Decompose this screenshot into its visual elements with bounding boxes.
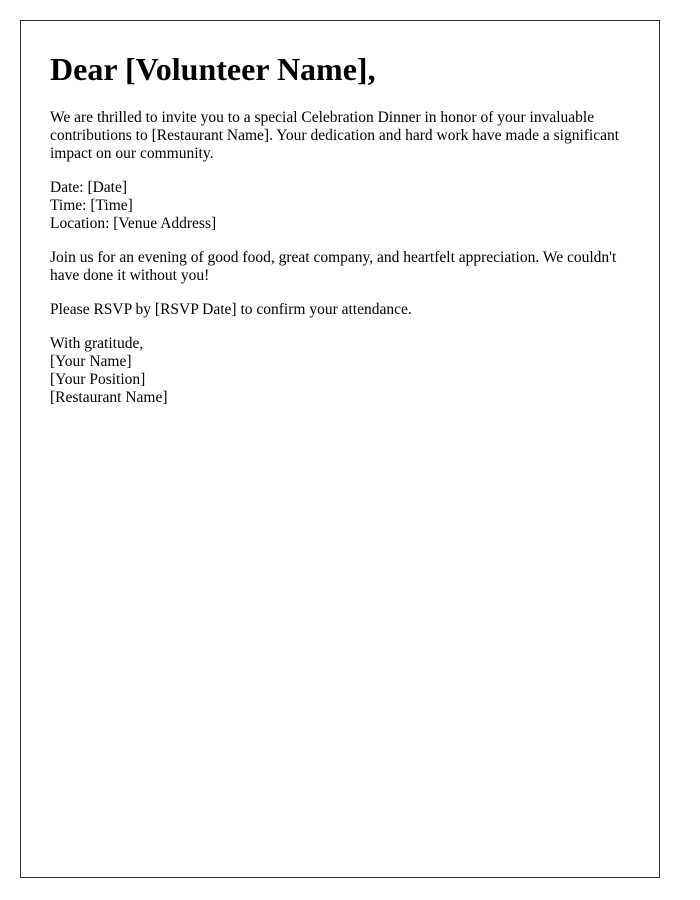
intro-paragraph: We are thrilled to invite you to a special Celebration Dinner in honor of your invaluable contributions to [Restaurant Name]. Your dedication and hard work have made a significant impact on our community. — [50, 109, 620, 162]
signature-block — [50, 335, 640, 407]
event-location: Location: [Venue Address] — [50, 215, 217, 232]
letter-page — [20, 20, 660, 878]
join-paragraph: Join us for an evening of good food, great company, and heartfelt appreciation. We couldn't have done it without you! — [50, 249, 617, 284]
signer-position: [Your Position] — [50, 371, 146, 388]
rsvp-paragraph: Please RSVP by [RSVP Date] to confirm your attendance. — [50, 301, 412, 318]
greeting-heading: Dear [Volunteer Name], — [50, 51, 376, 87]
letter-content — [50, 51, 640, 407]
event-date: Date: [Date] — [50, 179, 128, 196]
event-details — [50, 179, 640, 233]
event-time: Time: [Time] — [50, 197, 133, 214]
closing-salutation: With gratitude, — [50, 335, 144, 352]
signer-name: [Your Name] — [50, 353, 132, 370]
signer-restaurant: [Restaurant Name] — [50, 389, 168, 406]
